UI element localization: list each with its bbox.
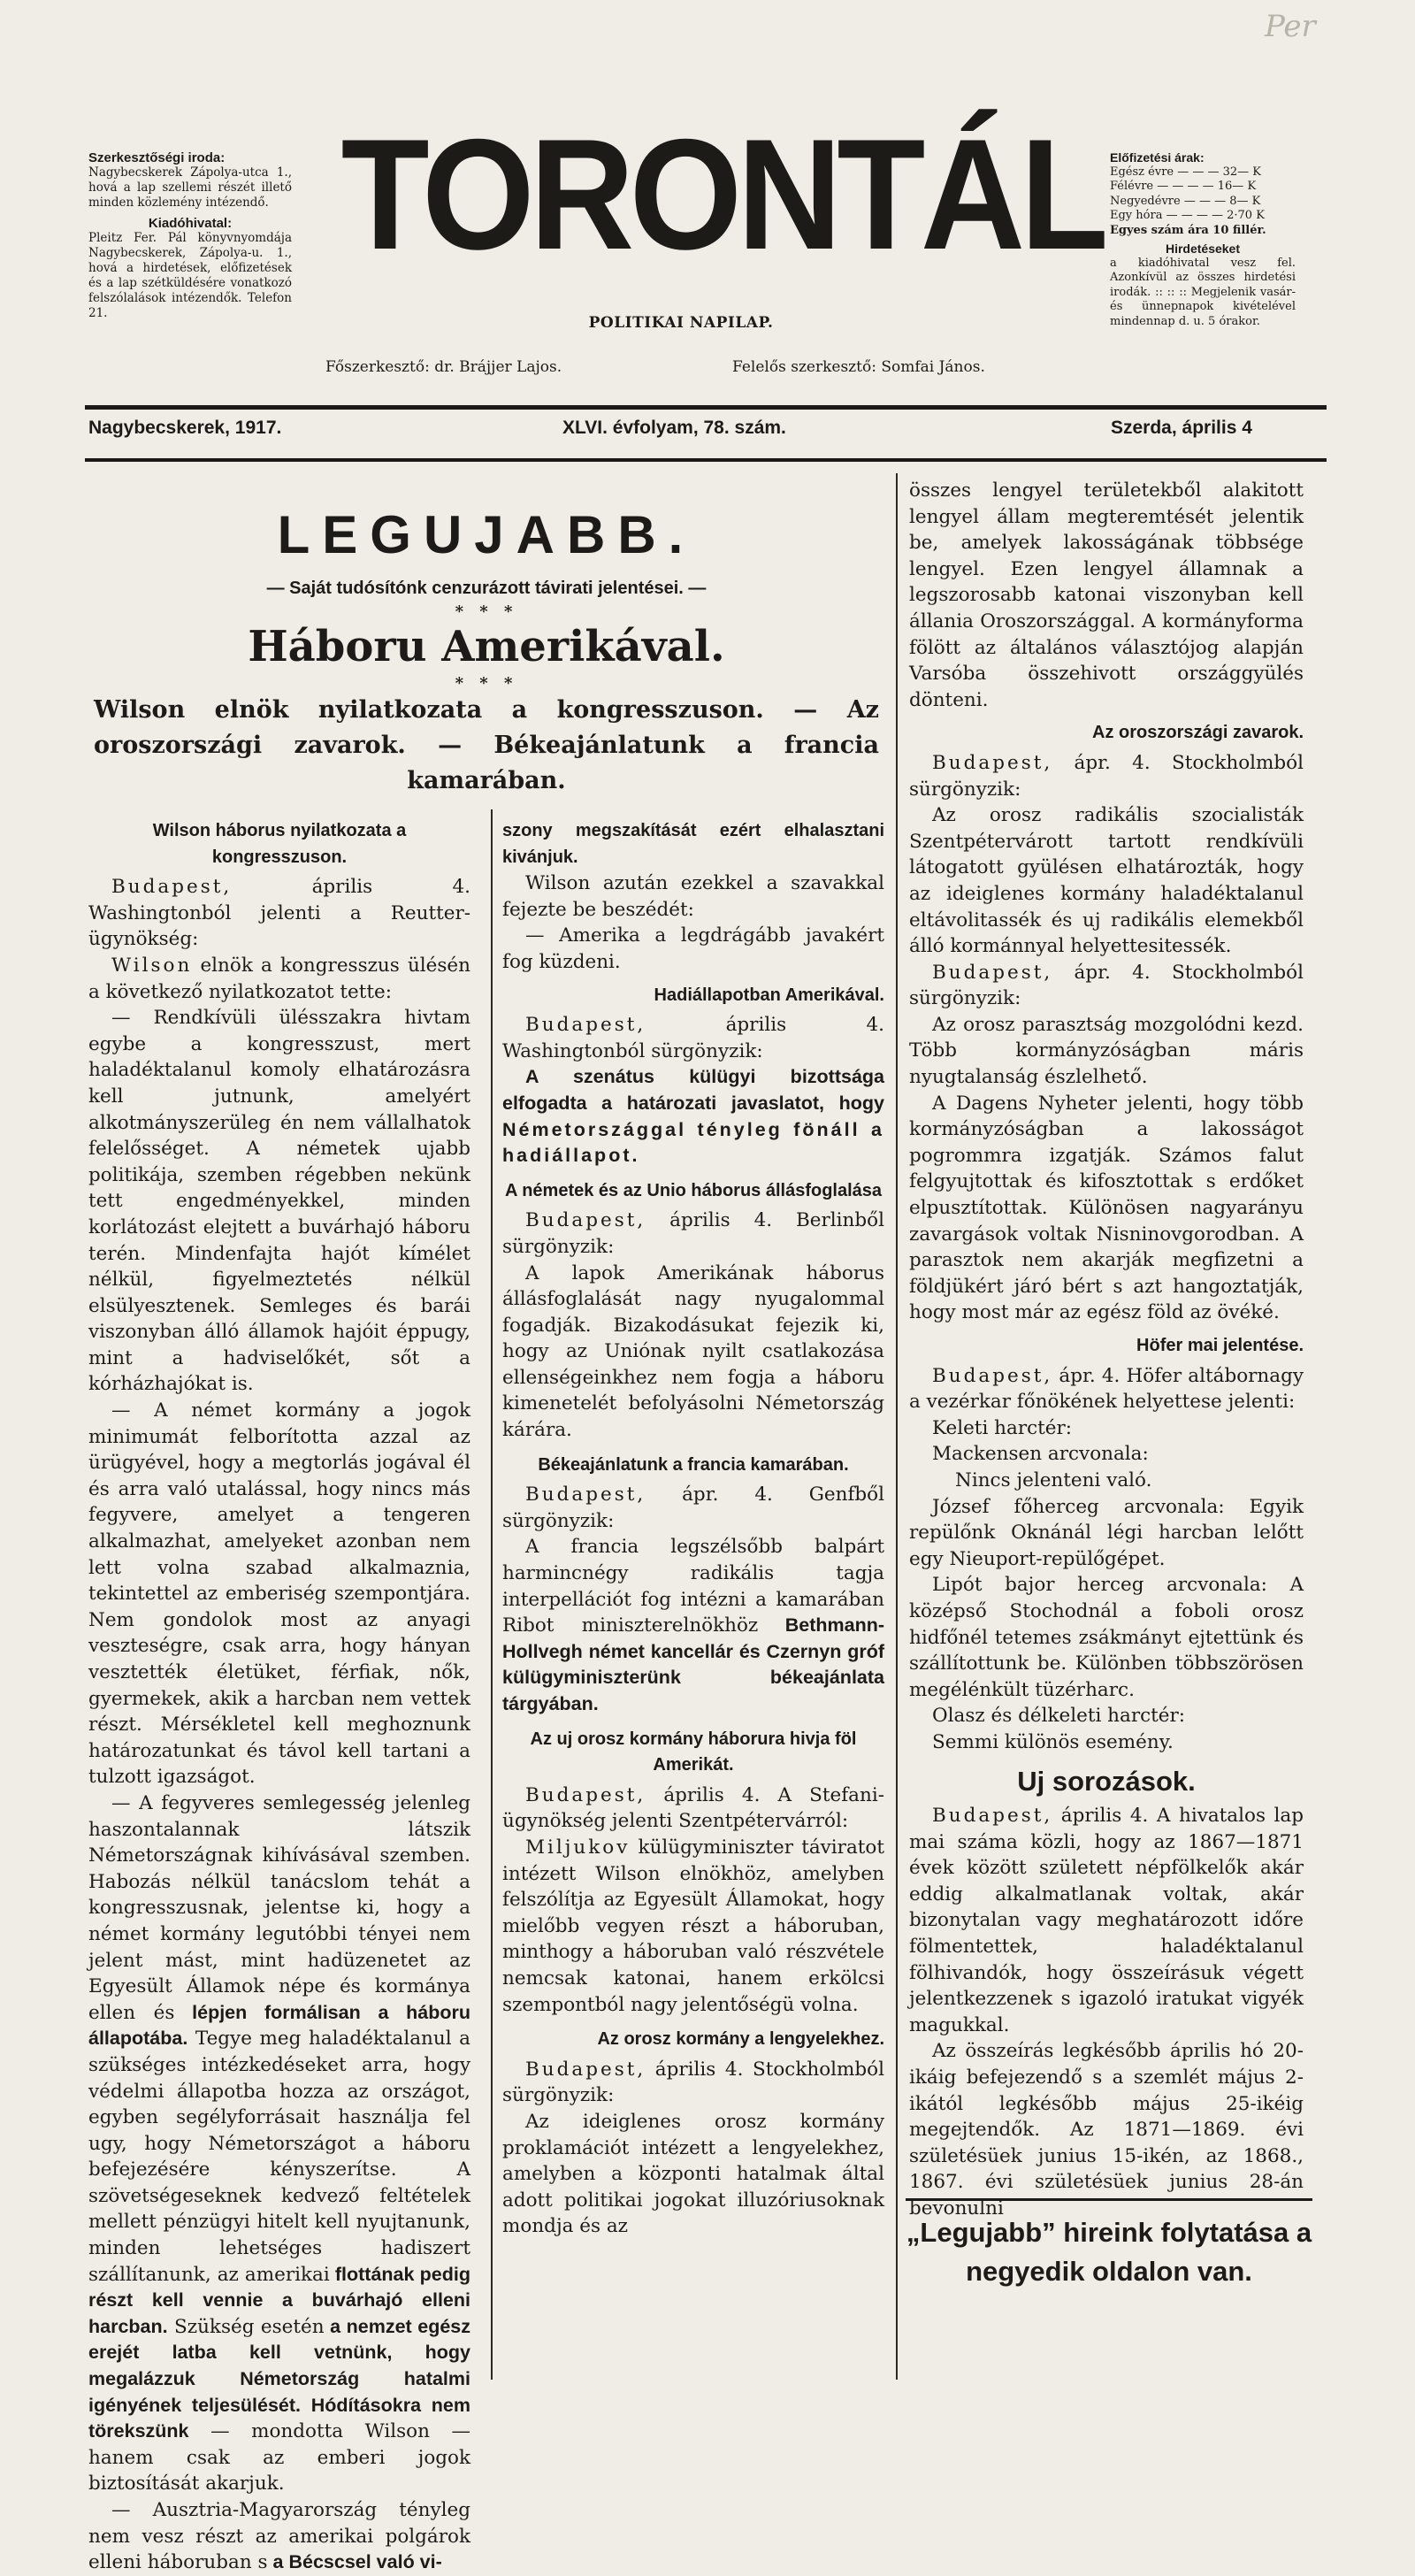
- bold-text: flottának pedig részt kell vennie a buvárhajó elleni harcban.: [88, 2263, 470, 2337]
- paragraph: [502, 1534, 884, 1717]
- front-report: Lipót bajor herceg arcvonala: A középső Stochodnál a foboli orosz hidfőnél tetemes zsákmányt ejtettünk és szállítottunk be. Különben többszörösen megélénkült tüzérharc.: [909, 1574, 1304, 1701]
- bold-text: A szenátus külügyi bizottsága elfogadta a határozati javaslatot, hogy: [502, 1066, 884, 1114]
- paragraph-text: április 4. Washingtonból sürgönyzik:: [502, 1014, 884, 1062]
- subscription-box: [1110, 150, 1296, 329]
- paragraph: [909, 1363, 1304, 1415]
- column-1: [88, 818, 470, 2576]
- paragraph: A Dagens Nyheter jelenti, hogy több kormányzóságban a lakosságot pogrommra izgatják. Számos falut felgyujtottak és kifosztottak s erdőket elpusztítottak. Különösen nagyarányu zavargások voltak Nisninovgorodban. A parasztok nem akarják megfizetni a földjükért járó bért s azt hangoztatják, hogy most már az egész föld az övéké.: [909, 1092, 1304, 1324]
- dateline-place: Budapest,: [111, 876, 233, 899]
- paragraph: Az összeírás legkésőbb április hó 20-ikáig befejezendő s a szemlét május 2-ikától legkésőbb május 25-ikéig megejtendők. Az 1871—1869. évi születésüek junius 15-ikén, az 1868., 1867. évi születésüek junius 28-án bevonulni: [909, 2040, 1304, 2220]
- column-2: [502, 818, 884, 2240]
- ads-text: a kiadóhivatal vesz fel. Azonkívül az összes hirdetési irodák. :: :: :: Megjelenik vasár- és ünnepnapok kivételével mindennap d. u. 5 órakor.: [1110, 256, 1296, 328]
- dateline-issue: XLVI. évfolyam, 78. szám.: [562, 418, 786, 438]
- subscription-heading: Előfizetési árak:: [1110, 150, 1205, 165]
- paragraph: [909, 960, 1304, 1012]
- paragraph: [502, 1835, 884, 2018]
- front-report: Mackensen arcvonala:: [932, 1443, 1149, 1466]
- paragraph-text: ápr. 4. Stockholmból sürgönyzik:: [909, 751, 1304, 801]
- paragraph-text: elnök a kongresszus ülésén a következő nyilatkozatot tette:: [88, 954, 470, 1003]
- paragraph: Az orosz radikális szocialisták Szentpétervárott tartott rendkívüli látogatott gyülésen elhatározták, hogy az ideiglenes kormány haladéktalanul eltávolitassék és uj radikális elemekből álló kormánnyal helyettesitessék.: [909, 804, 1304, 958]
- dateline-place: Nagybecskerek, 1917.: [88, 418, 282, 438]
- dateline-place: Budapest,: [932, 751, 1053, 774]
- paragraph-text: ápr. 4. Genfből sürgönyzik:: [502, 1484, 884, 1532]
- article-heading: Az uj orosz kormány háborura hivja föl Amerikát.: [530, 1729, 857, 1775]
- paragraph: A lapok Amerikának háborus állásfoglalását nagy nyugalommal fogadják. Bizakodásukat fejezik ki, hogy az Uniónak nyilt csatlakozása ellenségeinkhez nem fogja a háboru kimenetelét befolyásolni Németország kárára.: [502, 1261, 884, 1442]
- responsible-editor: Felelős szerkesztő: Somfai János.: [732, 358, 985, 376]
- paragraph: [502, 2057, 884, 2109]
- stars-separator: * * *: [455, 674, 518, 693]
- dateline-place: Budapest,: [932, 961, 1053, 984]
- column-divider: [896, 473, 898, 2380]
- article-heading: Békeajánlatunk a francia kamarában.: [538, 1454, 849, 1475]
- lead-title: LEGUJABB.: [277, 505, 696, 564]
- newspaper-subtitle: POLITIKAI NAPILAP.: [588, 314, 774, 332]
- newspaper-title: TORONTÁL: [340, 106, 1105, 282]
- article-heading: Az oroszországi zavarok.: [1092, 723, 1304, 743]
- front-report: Keleti harctér:: [932, 1416, 1073, 1439]
- dateline-place: Budapest,: [932, 1364, 1053, 1387]
- dateline-day: Szerda, április 4: [1111, 418, 1252, 438]
- front-report: Olasz és délkeleti harctér:: [932, 1705, 1186, 1728]
- paragraph: [88, 1790, 470, 2497]
- paragraph-text: Szükség esetén: [167, 2315, 325, 2338]
- stars-separator: * * *: [455, 602, 518, 621]
- paragraph-text: ápr. 4. Stockholmból sürgönyzik:: [909, 961, 1304, 1010]
- bold-text: a nemzet egész erejét latba kell vetnünk, hogy megalázzuk Németország hatalmi igényének teljesülését. Hódításokra nem törekszünk: [88, 2315, 470, 2442]
- dateline-place: Budapest,: [525, 1209, 646, 1232]
- header-rule: [85, 458, 1327, 462]
- bold-text: Bethmann-Hollvegh német kancellár és Czernyn gróf külügyminiszterünk békeajánlata tárgyában.: [502, 1614, 884, 1714]
- paragraph: szony megszakítását ezért elhalasztani kivánjuk.: [502, 821, 884, 867]
- dateline-place: Budapest,: [525, 1484, 646, 1506]
- bold-text: Németországgal tényleg fönáll a hadiállapot.: [502, 1118, 884, 1167]
- continuation-note: „Legujabb” hireink folytatása a negyedik oldalon van.: [906, 2217, 1312, 2287]
- paragraph: [909, 750, 1304, 802]
- paragraph: [88, 2497, 470, 2576]
- paragraph: [502, 1482, 884, 1534]
- spaced-name: Wilson: [111, 954, 193, 977]
- paragraph: [88, 953, 470, 1005]
- ads-heading: Hirdetéseket: [1165, 242, 1241, 256]
- price-row: Negyedévre — — — 8— K: [1110, 194, 1261, 208]
- paragraph: — Rendkívüli ülésszakra hivtam egybe a kongresszust, mert haladéktalanul komoly elhatározásra kell jutnunk, amelyért alkotmányszerüleg én nem vállalhatok felelősséget. A németek ujabb politikája, szemben régebben nekünk tett engedményekkel, minden korlátozást elejtett a buvárhajó háboru terén. Mindenfajta hajót kímélet nélkül, figyelmeztetés nélkül elsülyesztenek. Semleges és barái viszonyban álló államok hajóit éppugy, mint a hadviselőkét, sőt a kórházhajókat is.: [88, 1007, 470, 1396]
- bold-text: a Bécscsel való vi-: [267, 2551, 442, 2573]
- paragraph: összes lengyel területekből alakitott lengyel állam megteremtését jelentik be, amelyek lakosságának többsége lengyel. Ezen lengyel államnak a legszorosabb katonai viszonyban kell állania Oroszországgal. A kormányforma fölött az általános választójog alapján Varsóba összehivott országgyülés dönteni.: [909, 479, 1304, 711]
- paragraph-text: Tegye meg haladéktalanul a szükséges intézkedéseket arra, hogy védelmi állapotba hozza az országot, egyben segélyforrásait használja fel ugy, hogy Németországot a háboru befejezésére kényszerítse. A szövetségeseknek kedvező feltételek mellett pénzügyi hitelt kell nyujtanunk, minden lehetséges hadiszert szállítanunk, az amerikai: [88, 2028, 470, 2286]
- lead-sub: — Saját tudósítónk cenzurázott távirati jelentései. —: [266, 579, 707, 598]
- dateline-place: Budapest,: [525, 1014, 646, 1037]
- article-heading: Hadiállapotban Amerikával.: [654, 985, 884, 1005]
- bold-text: lépjen formálisan a háboru állapotába.: [88, 2001, 470, 2050]
- article-heading: Az orosz kormány a lengyelekhez.: [597, 2029, 884, 2050]
- paragraph-text: április 4. A Stefani-ügynökség jelenti Szentpétervárról:: [502, 1783, 884, 1833]
- paragraph-text: április 4. Stockholmból sürgönyzik:: [502, 2058, 884, 2107]
- editorial-office-text: Nagybecskerek Zápolya-utca 1., hová a lap szellemi részét illető minden közlemény intézendő.: [88, 165, 292, 210]
- paragraph-text: április 4. Washingtonból jelenti a Reutter-ügynökség:: [88, 876, 470, 951]
- front-report: Nincs jelenteni való.: [955, 1468, 1152, 1491]
- paragraph: [88, 874, 470, 953]
- paragraph-text: ápr. 4. Höfer altábornagy a vezérkar főnökének helyettese jelenti:: [909, 1364, 1304, 1414]
- dateline-place: Budapest,: [525, 2058, 646, 2081]
- spaced-name: Miljukov: [525, 1836, 631, 1859]
- editorial-office-heading: Szerkesztőségi iroda:: [88, 150, 226, 165]
- front-report: József főherceg arcvonala: Egyik repülőnk Oknánál légi harcban lelőtt egy Nieuport-repülőgépet.: [909, 1495, 1304, 1570]
- paragraph-text: külügyminiszter táviratot intézett Wilson elnökhöz, amelyben felszólítja az Egyesült Államokat, hogy mielőbb vegyen részt a háboruban, minthogy a háboruban való részvétele nemcsak katonai, hanem erkölcsi szempontból nagy jelentőségü volna.: [502, 1836, 884, 2016]
- price-row: Egész évre — — — 32— K: [1110, 165, 1262, 179]
- paragraph: Az orosz parasztság mozgolódni kezd. Több kormányzóságban máris nyugtalanság észlelhető.: [909, 1013, 1304, 1089]
- column-divider: [491, 809, 493, 2380]
- paragraph-text: április 4. A hivatalos lap mai száma közli, hogy az 1867—1871 évek között született népfölkelők akár eddig alkalmatlanak voltak, akár bizonytalan vagy meghatározott időre fölmentettek, haladéktalanul fölhivandók, hogy összeírásuk végett jelentkezzenek s igazoló iratukat vigyék magukkal.: [909, 1805, 1304, 2036]
- paragraph: [909, 1803, 1304, 2038]
- paragraph: [502, 1208, 884, 1260]
- publisher-heading: Kiadóhivatal:: [148, 216, 233, 231]
- handwritten-note: Per: [1265, 9, 1316, 44]
- paragraph-text: — mondotta Wilson — hanem csak az emberi jogok biztosítását akarjuk.: [88, 2420, 470, 2496]
- single-copy-price: Egyes szám ára 10 fillér.: [1110, 223, 1266, 237]
- editor-in-chief: Főszerkesztő: dr. Brájjer Lajos.: [325, 358, 562, 376]
- article-heading: Uj sorozások.: [1017, 1765, 1196, 1797]
- paragraph: [502, 1064, 884, 1169]
- lead-banner: [88, 504, 884, 799]
- publisher-text: Pleitz Fer. Pál könyvnyomdája Nagybecskerek, Zápolya-u. 1., hová a hirdetések, előfizetések és a lap szétküldésére vonatkozó felszólalások intézendők. Telefon 21.: [88, 231, 292, 320]
- article-heading: A németek és az Unio háborus állásfoglalása: [504, 1180, 883, 1200]
- paragraph: — Amerika a legdrágább javakért fog küzdeni.: [502, 924, 884, 973]
- front-report: Semmi különös esemény.: [932, 1730, 1174, 1753]
- lead-headline: Háboru Amerikával.: [248, 622, 725, 671]
- price-row: Félévre — — — — 16— K: [1110, 180, 1257, 193]
- lead-summary: Wilson elnök nyilatkozata a kongresszuson. — Az oroszországi zavarok. — Békeajánlatunk a francia kamarában.: [94, 696, 879, 794]
- price-row: Egy hóra — — — — 2·70 K: [1110, 209, 1265, 222]
- column-3: [909, 478, 1304, 2222]
- article-heading: Höfer mai jelentése.: [1136, 1336, 1304, 1355]
- editorial-office-box: [88, 150, 292, 321]
- article-heading: Wilson háborus nyilatkozata a kongresszuson.: [152, 821, 407, 867]
- paragraph-text: április 4. Berlinből sürgönyzik:: [502, 1209, 884, 1258]
- header-rule: [85, 405, 1327, 410]
- dateline-place: Budapest,: [525, 1783, 646, 1806]
- paragraph-text: A francia legszélsőbb balpárt harmincnégy radikális tagja interpellációt fog intézni a kamarában Ribot miniszterelnökhöz: [502, 1536, 884, 1637]
- continuation-note-box: [906, 2198, 1312, 2291]
- paragraph-text: — Ausztria-Magyarország tényleg nem vesz részt az amerikai polgárok elleni háboruban s: [88, 2499, 470, 2574]
- paragraph: — A német kormány a jogok minimumát felborította azzal az ürügyével, hogy a megtorlás jogával él és arra való utalással, hogy nincs más fegyvere, amelyet a tengeren alkalmazhat, amelyeket azonban nem lett volna szabad alkalmaznia, tekintettel az emberiség szempontjára. Nem gondolok most az anyagi veszteségre, csak arra, hogy hányan vesztették életüket, férfiak, nők, gyermekek, akik a harcban nem vettek részt. Mérsékletel kell meghoznunk határozatunkat és távol kell tartani a tulzott igazságot.: [88, 1399, 470, 1789]
- dateline-place: Budapest,: [932, 1805, 1053, 1828]
- paragraph-text: — A fegyveres semlegesség jelenleg haszontalannak látszik Németországnak kihívásával szemben. Habozás nélkül tanácslom tehát a kongresszusnak, jelentse ki, hogy a német kormány legutóbbi tényei nem jelent mást, mint hadüzenetet az Egyesült Államok népe és kormánya ellen és: [88, 1791, 470, 2024]
- paragraph: [502, 1782, 884, 1835]
- paragraph: [502, 1012, 884, 1064]
- paragraph: Az ideiglenes orosz kormány proklamációt intézett a lengyelekhez, amelyben a központi hatalmak által adott politikai jogokat illuzóriusoknak mondja és az: [502, 2110, 884, 2238]
- paragraph: Wilson azután ezekkel a szavakkal fejezte be beszédét:: [502, 872, 884, 921]
